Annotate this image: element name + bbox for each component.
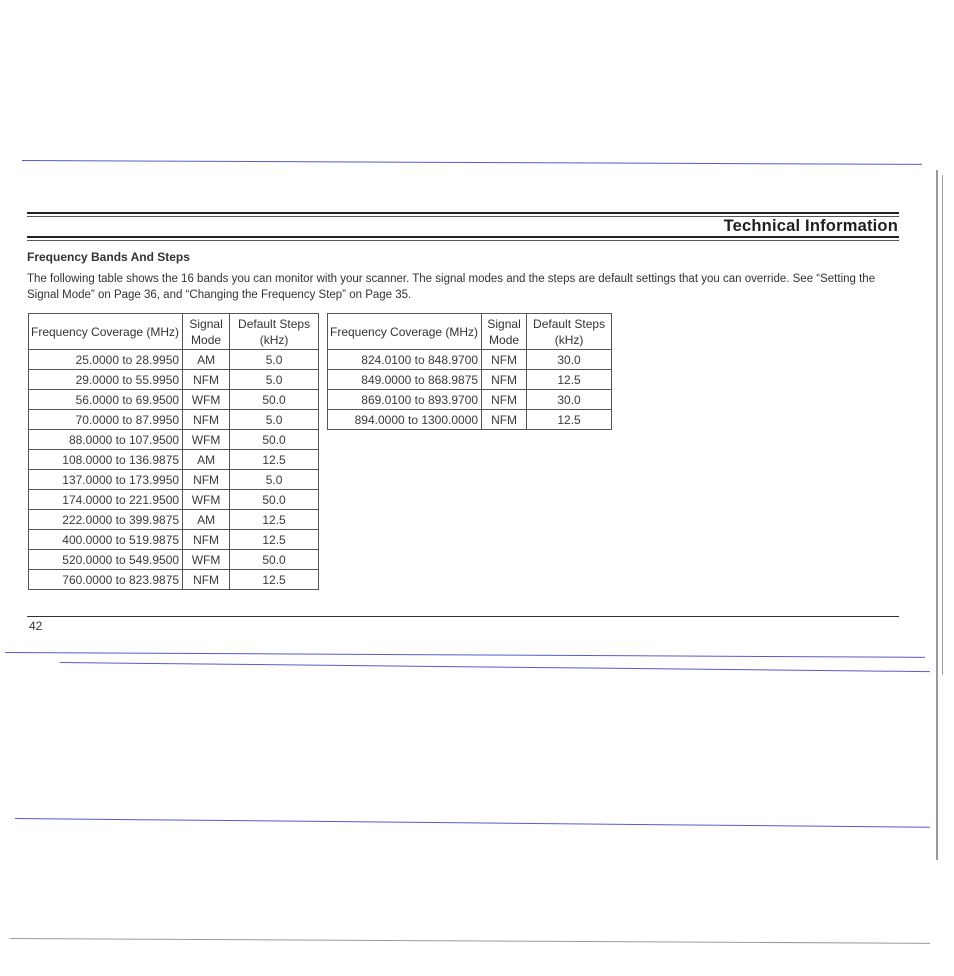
pen-line-mid-1 <box>5 652 925 658</box>
section-intro: The following table shows the 16 bands you can monitor with your scanner. The signal modes and the steps are default settings that you can override. See “Setting the Signal Mode” on Page 36, and “Changing the Frequency Step” on Page 35. <box>27 273 876 301</box>
mode-cell: WFM <box>183 490 230 510</box>
frequency-cell: 222.0000 to 399.9875 <box>29 510 183 530</box>
steps-cell: 30.0 <box>527 390 612 410</box>
page-number: 42 <box>29 619 43 633</box>
mode-cell: AM <box>183 450 230 470</box>
column-header-mode: Signal Mode <box>183 314 230 350</box>
mode-cell: NFM <box>482 350 527 370</box>
frequency-cell: 894.0000 to 1300.0000 <box>328 410 482 430</box>
pen-line-mid-2 <box>60 662 930 672</box>
frequency-table-left <box>28 313 319 590</box>
column-header-steps: Default Steps (kHz) <box>230 314 319 350</box>
steps-cell: 12.5 <box>230 450 319 470</box>
table-row <box>29 510 319 530</box>
column-header-steps: Default Steps (kHz) <box>527 314 612 350</box>
mode-cell: NFM <box>482 410 527 430</box>
frequency-cell: 869.0100 to 893.9700 <box>328 390 482 410</box>
frequency-cell: 137.0000 to 173.9950 <box>29 470 183 490</box>
table-row <box>29 410 319 430</box>
pen-line-low <box>15 818 930 828</box>
frequency-cell: 520.0000 to 549.9500 <box>29 550 183 570</box>
table-row <box>29 530 319 550</box>
table-row <box>328 350 612 370</box>
table-row <box>29 430 319 450</box>
steps-cell: 12.5 <box>230 530 319 550</box>
mode-cell: WFM <box>183 550 230 570</box>
frequency-cell: 849.0000 to 868.9875 <box>328 370 482 390</box>
mode-cell: NFM <box>183 530 230 550</box>
steps-cell: 5.0 <box>230 350 319 370</box>
frequency-cell: 56.0000 to 69.9500 <box>29 390 183 410</box>
steps-cell: 50.0 <box>230 390 319 410</box>
steps-cell: 12.5 <box>230 570 319 590</box>
mode-cell: AM <box>183 350 230 370</box>
frequency-cell: 25.0000 to 28.9950 <box>29 350 183 370</box>
mode-cell: NFM <box>482 370 527 390</box>
frequency-table-right <box>327 313 612 430</box>
frequency-cell: 400.0000 to 519.9875 <box>29 530 183 550</box>
table-row <box>29 570 319 590</box>
frequency-cell: 29.0000 to 55.9950 <box>29 370 183 390</box>
column-header-mode: Signal Mode <box>482 314 527 350</box>
steps-cell: 5.0 <box>230 470 319 490</box>
frequency-cell: 760.0000 to 823.9875 <box>29 570 183 590</box>
steps-cell: 30.0 <box>527 350 612 370</box>
table-row <box>29 390 319 410</box>
footer-rule <box>27 616 899 617</box>
header-rule-lower-2 <box>27 240 899 241</box>
page-heading: Technical Information <box>723 217 898 235</box>
frequency-cell: 108.0000 to 136.9875 <box>29 450 183 470</box>
steps-cell: 12.5 <box>527 410 612 430</box>
table-row <box>29 470 319 490</box>
steps-cell: 50.0 <box>230 550 319 570</box>
frequency-cell: 88.0000 to 107.9500 <box>29 430 183 450</box>
page-edge-right <box>936 170 938 860</box>
frequency-cell: 824.0100 to 848.9700 <box>328 350 482 370</box>
header-rule-lower <box>27 236 899 238</box>
section-title: Frequency Bands And Steps <box>27 250 190 264</box>
mode-cell: NFM <box>183 470 230 490</box>
frequency-cell: 174.0000 to 221.9500 <box>29 490 183 510</box>
table-row <box>29 350 319 370</box>
page-edge-right-2 <box>942 175 943 675</box>
header-rule-upper <box>27 212 899 214</box>
table-row <box>29 370 319 390</box>
steps-cell: 5.0 <box>230 370 319 390</box>
column-header-frequency: Frequency Coverage (MHz) <box>29 314 183 350</box>
table-row <box>328 390 612 410</box>
pen-line-top <box>22 160 922 165</box>
table-row <box>29 450 319 470</box>
mode-cell: WFM <box>183 430 230 450</box>
steps-cell: 50.0 <box>230 490 319 510</box>
column-header-frequency: Frequency Coverage (MHz) <box>328 314 482 350</box>
frequency-cell: 70.0000 to 87.9950 <box>29 410 183 430</box>
table-row <box>328 370 612 390</box>
mode-cell: WFM <box>183 390 230 410</box>
table-row <box>29 490 319 510</box>
mode-cell: AM <box>183 510 230 530</box>
steps-cell: 12.5 <box>527 370 612 390</box>
table-row <box>29 550 319 570</box>
steps-cell: 50.0 <box>230 430 319 450</box>
mode-cell: NFM <box>183 570 230 590</box>
mode-cell: NFM <box>183 410 230 430</box>
steps-cell: 12.5 <box>230 510 319 530</box>
table-row <box>328 410 612 430</box>
mode-cell: NFM <box>183 370 230 390</box>
steps-cell: 5.0 <box>230 410 319 430</box>
scan-line-bottom <box>10 938 930 944</box>
mode-cell: NFM <box>482 390 527 410</box>
